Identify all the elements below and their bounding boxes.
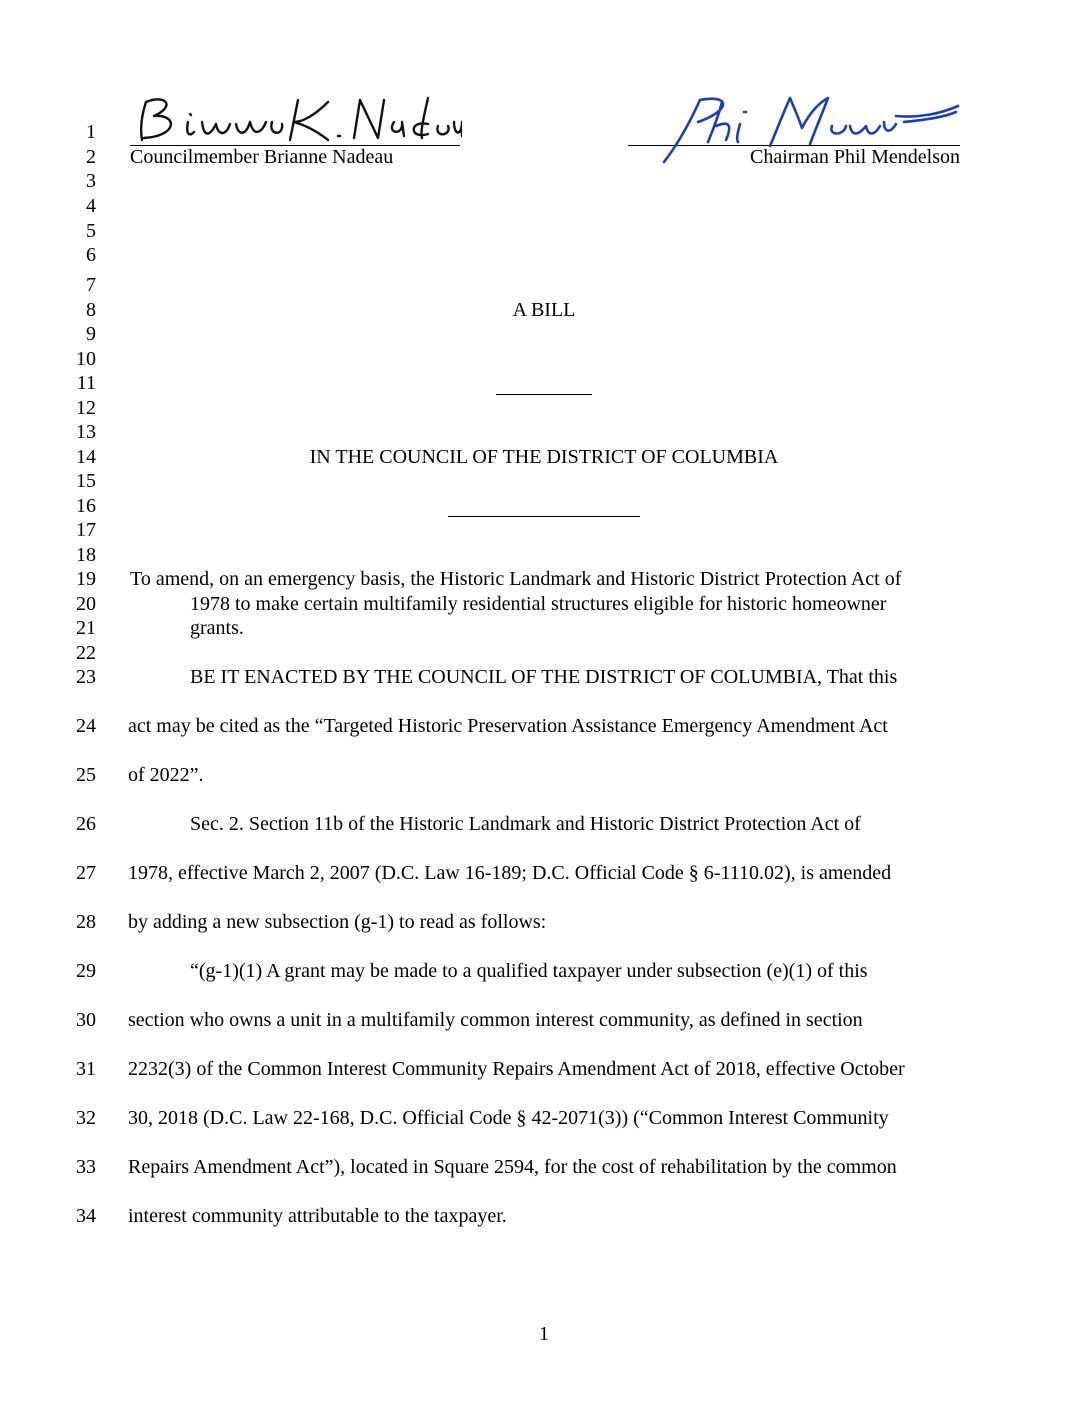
line-number: 2: [86, 146, 96, 168]
line-number: 25: [76, 764, 96, 786]
line-number: 11: [76, 372, 96, 394]
line-number: 21: [76, 617, 96, 639]
line-number: 8: [86, 299, 96, 321]
bill-heading: A BILL: [512, 299, 576, 321]
signature-left: [132, 92, 462, 144]
line-number: 13: [76, 421, 96, 443]
line-number: 28: [76, 911, 96, 933]
line-number: 3: [86, 170, 96, 192]
title-line-1: To amend, on an emergency basis, the Historic Landmark and Historic District Protection Act of: [130, 568, 902, 590]
line-number: 12: [76, 397, 96, 419]
body-line: by adding a new subsection (g-1) to read as follows:: [128, 911, 547, 933]
page-number: 1: [539, 1323, 549, 1345]
line-number: 30: [76, 1009, 96, 1031]
signature-left-stroke: [141, 98, 462, 140]
line-number: 17: [76, 519, 96, 541]
body-line: 2232(3) of the Common Interest Community Repairs Amendment Act of 2018, effective October: [128, 1058, 905, 1080]
line-number: 20: [76, 593, 96, 615]
line-number: 14: [76, 446, 96, 468]
body-line: 30, 2018 (D.C. Law 22-168, D.C. Official Code § 42-2071(3)) (“Common Interest Community: [128, 1107, 889, 1129]
line-number: 10: [76, 348, 96, 370]
body-line: interest community attributable to the taxpayer.: [128, 1205, 507, 1227]
body-line: Sec. 2. Section 11b of the Historic Landmark and Historic District Protection Act of: [190, 813, 861, 835]
line-number: 24: [76, 715, 96, 737]
body-line: of 2022”.: [128, 764, 204, 786]
body-line: 1978, effective March 2, 2007 (D.C. Law 16-189; D.C. Official Code § 6-1110.02), is amended: [128, 862, 892, 884]
line-number: 23: [76, 666, 96, 688]
body-line: act may be cited as the “Targeted Historic Preservation Assistance Emergency Amendment Act: [128, 715, 888, 737]
line-number: 32: [76, 1107, 96, 1129]
line-number: 16: [76, 495, 96, 517]
body-line: section who owns a unit in a multifamily common interest community, as defined in section: [128, 1009, 863, 1031]
title-line-3: grants.: [190, 617, 244, 639]
line-number: 22: [76, 642, 96, 664]
signer-right-name: Chairman Phil Mendelson: [750, 146, 960, 168]
line-number: 7: [86, 274, 96, 296]
line-number: 18: [76, 544, 96, 566]
line-number: 31: [76, 1058, 96, 1080]
line-number: 19: [76, 568, 96, 590]
line-number: 6: [86, 244, 96, 266]
council-heading: IN THE COUNCIL OF THE DISTRICT OF COLUMBIA: [309, 446, 779, 468]
line-number: 29: [76, 960, 96, 982]
line-number: 26: [76, 813, 96, 835]
signer-left-name: Councilmember Brianne Nadeau: [130, 146, 394, 168]
line-number: 27: [76, 862, 96, 884]
line-number: 33: [76, 1156, 96, 1178]
line-number: 4: [86, 195, 96, 217]
body-line: “(g-1)(1) A grant may be made to a qualified taxpayer under subsection (e)(1) of this: [190, 960, 868, 982]
line-number: 9: [86, 323, 96, 345]
line-number: 15: [76, 470, 96, 492]
body-line: Repairs Amendment Act”), located in Square 2594, for the cost of rehabilitation by the common: [128, 1156, 897, 1178]
title-line-2: 1978 to make certain multifamily residential structures eligible for historic homeowner: [190, 593, 887, 615]
line-number: 5: [86, 220, 96, 242]
line-number: 34: [76, 1205, 96, 1227]
council-rule: [448, 516, 640, 517]
heading-rule: [496, 394, 592, 395]
line-number: 1: [86, 121, 96, 143]
body-line: BE IT ENACTED BY THE COUNCIL OF THE DISTRICT OF COLUMBIA, That this: [190, 666, 898, 688]
